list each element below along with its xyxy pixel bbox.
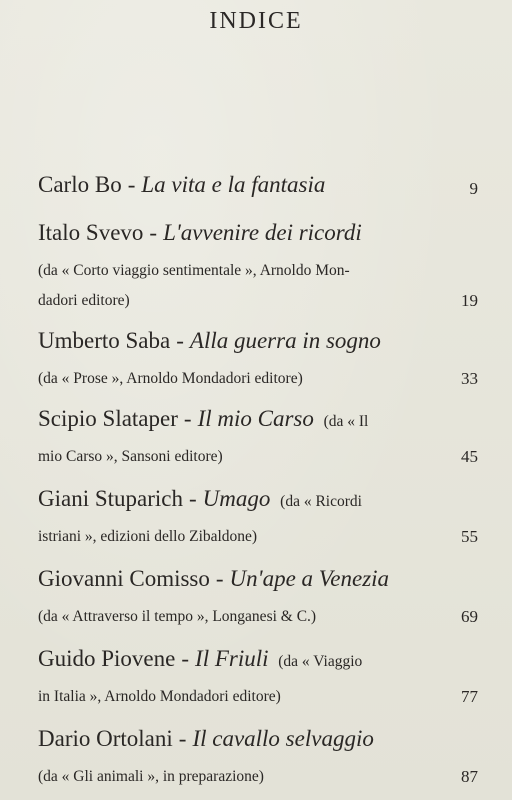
entry-inline-source: (da « Ricordi: [280, 493, 362, 510]
entry-page-number: 45: [461, 447, 478, 466]
entry-source-text: istriani », edizioni dello Zibaldone): [38, 528, 258, 545]
entry-work-title: Il cavallo selvaggio: [192, 726, 374, 751]
entry-author: Guido Piovene: [38, 646, 176, 671]
dash: -: [183, 406, 192, 431]
entry-page-number: 55: [461, 527, 478, 546]
toc-entry: [38, 170, 478, 200]
entry-source-text: (da « Gli animali », in preparazione): [38, 768, 264, 785]
entry-source-line: [38, 762, 478, 792]
entry-heading: [38, 484, 478, 514]
entry-work-title: Il mio Carso: [197, 406, 314, 431]
entry-source-text: in Italia », Arnoldo Mondadori editore): [38, 688, 281, 705]
entry-source-line: [38, 522, 478, 552]
entry-page-number: 33: [461, 369, 478, 388]
entry-inline-source: (da « Il: [323, 413, 369, 430]
entry-source-text: (da « Attraverso il tempo », Longanesi & C.): [38, 608, 317, 625]
entry-source-line: (da « Corto viaggio sentimentale », Arnoldo Mon-: [38, 262, 350, 279]
entry-source-text: dadori editore): [38, 292, 130, 309]
entry-page-number: 77: [461, 687, 478, 706]
entry-source-text: mio Carso », Sansoni editore): [38, 448, 223, 465]
toc-entry: [38, 218, 478, 316]
entry-author: Giani Stuparich: [38, 486, 183, 511]
entry-source-line: [38, 602, 478, 632]
entry-work-title: Un'ape a Venezia: [229, 566, 390, 591]
entry-source-line: [38, 364, 478, 394]
toc-entry: [38, 564, 478, 632]
toc-entry: [38, 644, 478, 712]
dash: -: [127, 172, 136, 197]
dash: -: [215, 566, 224, 591]
toc-entry: [38, 404, 478, 472]
dash: -: [178, 726, 187, 751]
entry-source-line: [38, 442, 478, 472]
entry-heading: [38, 218, 478, 248]
entry-page-number: 87: [461, 767, 478, 786]
dash: -: [181, 646, 190, 671]
entry-source-line: [38, 682, 478, 712]
entry-author: Italo Svevo: [38, 220, 144, 245]
entry-work-title: La vita e la fantasia: [141, 172, 326, 197]
entry-author: Umberto Saba: [38, 328, 171, 353]
entry-heading: [38, 326, 478, 356]
entry-author: Dario Ortolani: [38, 726, 173, 751]
entry-page-number: 19: [461, 291, 478, 310]
entry-heading: [38, 564, 478, 594]
entry-page-number: 69: [461, 607, 478, 626]
dash: -: [189, 486, 197, 511]
entry-source-line: [38, 286, 478, 316]
entry-heading: [38, 170, 478, 200]
page-title: INDICE: [209, 8, 303, 34]
entry-source-text: (da « Prose », Arnoldo Mondadori editore): [38, 370, 303, 387]
entry-work-title: Alla guerra in sogno: [189, 328, 381, 353]
entry-heading: [38, 724, 478, 754]
entry-heading: [38, 404, 478, 434]
toc-entry: [38, 724, 478, 792]
entry-author: Scipio Slataper: [38, 406, 178, 431]
dash: -: [149, 220, 158, 245]
dash: -: [176, 328, 184, 353]
entry-page-number: 9: [469, 179, 478, 198]
entry-author: Giovanni Comisso: [38, 566, 210, 591]
entry-work-title: L'avvenire dei ricordi: [163, 220, 362, 245]
entry-inline-source: (da « Viaggio: [278, 653, 363, 670]
toc-entry: [38, 484, 478, 552]
entry-work-title: Umago: [202, 486, 271, 511]
toc-entry: [38, 326, 478, 394]
entry-heading: [38, 644, 478, 674]
entry-work-title: Il Friuli: [195, 646, 269, 671]
entry-author: Carlo Bo: [38, 172, 122, 197]
